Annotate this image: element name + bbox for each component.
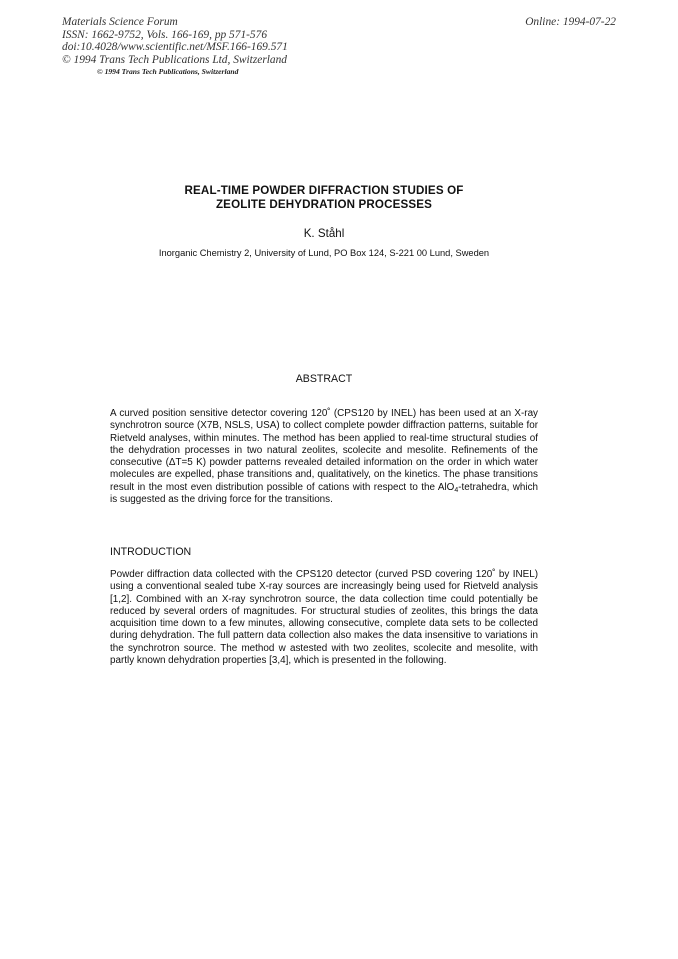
- issn-line: ISSN: 1662-9752, Vols. 166-169, pp 571-576: [62, 28, 268, 41]
- journal-header: [62, 16, 288, 66]
- introduction-heading: INTRODUCTION: [110, 546, 192, 558]
- copyright-line: © 1994 Trans Tech Publications Ltd, Switzerland: [62, 53, 287, 66]
- affiliation: Inorganic Chemistry 2, University of Lund, PO Box 124, S-221 00 Lund, Sweden: [158, 248, 490, 258]
- journal-name: Materials Science Forum: [62, 16, 178, 28]
- abstract-text-part-1: A curved position sensitive detector covering 120˚ (CPS120 by INEL) has been used at an X-ray synchrotron source (X7B, NSLS, USA) to collect complete powder diffraction patterns, suitable for Rietveld analyses, within minutes. The method has been applied to real-time structural studies of the dehydration processes in two natural zeolites, scolecite and mesolite. Refinements of the consecutive (ΔT=5 K) powder patterns revealed detailed information on the order in which water molecules are expelled, phase transitions and, qualitatively, on the kinetics. The phase transitions result in the most even distribution possible of cations with respect to the AlO: [110, 408, 538, 493]
- article-title: [0, 184, 648, 212]
- title-line-1: REAL-TIME POWDER DIFFRACTION STUDIES OF: [184, 184, 464, 197]
- copyright-small: © 1994 Trans Tech Publications, Switzerland: [97, 67, 239, 76]
- online-date: Online: 1994-07-22: [525, 16, 616, 28]
- author: K. Ståhl: [303, 227, 345, 240]
- abstract-subscript: 4: [454, 486, 459, 494]
- doi-line: doi:10.4028/www.scientific.net/MSF.166-169.571: [62, 41, 288, 54]
- abstract-paragraph: [110, 408, 538, 506]
- introduction-paragraph: Powder diffraction data collected with the CPS120 detector (curved PSD covering 120˚ by INEL) using a conventional sealed tube X-ray sources are increasingly being used for Rietveld analysis [1,2]. Combined with an X-ray synchrotron source, the data collection time could potentially be reduced by several orders of magnitudes. For structural studies of zeolites, this brings the data acquisition time down to a few minutes, allowing consecutive, complete data sets to be collected during dehydration. The full pattern data collection also makes the data insensitive to variations in the synchrotron source. The method w astested with two zeolites, scolecite and mesolite, with partly known dehydration properties [3,4], which is presented in the following.: [110, 569, 538, 667]
- title-line-2: ZEOLITE DEHYDRATION PROCESSES: [215, 198, 433, 211]
- abstract-text-part-2: -tetrahedra, which is suggested as the driving force for the transitions.: [110, 481, 538, 506]
- abstract-heading: ABSTRACT: [295, 373, 353, 385]
